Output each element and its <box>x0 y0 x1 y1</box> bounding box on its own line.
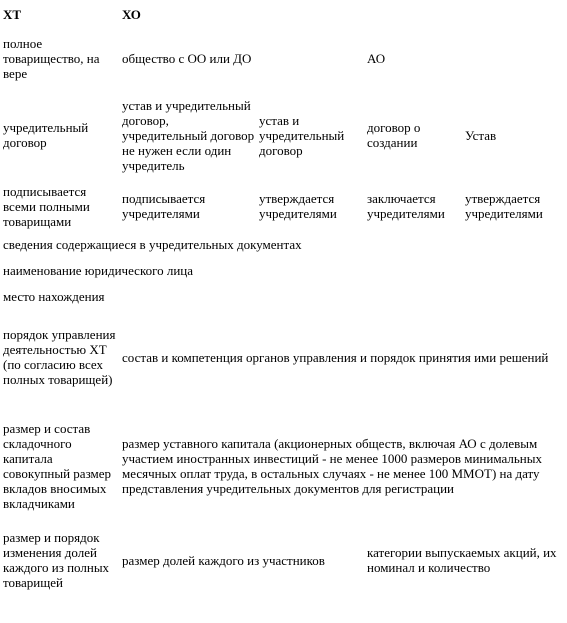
form-ht: полное товарищество, на вере <box>3 35 100 81</box>
shares-ht: размер и порядок изменения долей каждого из полных товарищей <box>3 530 110 590</box>
doc-ao-a: договор о создании <box>367 120 421 150</box>
doc-ht: учредительный договор <box>3 120 89 150</box>
location-row <box>2 284 565 308</box>
shares-ao: категории выпускаемых акций, их номинал и количество <box>367 545 557 575</box>
form-oo-do: общество с ОО или ДО <box>122 50 252 66</box>
doc-oo-do-a: устав и учредительный договор, учредительный договор не нужен если один учредитель <box>122 97 255 173</box>
name-row <box>2 258 565 282</box>
signing-row <box>2 182 565 230</box>
common-info: сведения содержащиеся в учредительных документах <box>3 236 302 252</box>
info-row <box>2 232 565 256</box>
sign-ao-b: утверждается учредителями <box>465 191 543 221</box>
mgmt-ht: порядок управления деятельностью ХТ (по согласию всех полных товарищей) <box>3 327 116 387</box>
founding-docs-row <box>2 90 565 180</box>
doc-ao-b: Устав <box>465 127 497 143</box>
forms-row <box>2 28 565 88</box>
header-ht: ХТ <box>3 6 22 22</box>
capital-row <box>2 406 565 526</box>
shares-row <box>2 528 565 592</box>
header-ho: ХО <box>122 6 141 22</box>
sign-ht: подписывается всеми полными товарищами <box>3 183 90 229</box>
capital-ho: размер уставного капитала (акционерных обществ, включая АО с долевым участием иностранных инвестиций - не менее 1000 размеров минимальных месячных оплат труда, в остальных случаях - не менее 100 ММОТ) на дату представления учредительных документов для регистрации <box>122 436 542 496</box>
sign-oo-do-a: подписывается учредителями <box>122 191 206 221</box>
shares-oo-do: размер долей каждого из участников <box>122 552 325 568</box>
common-location: место нахождения <box>3 288 105 304</box>
sign-oo-do-b: утверждается учредителями <box>259 191 337 221</box>
common-name: наименование юридического лица <box>3 262 194 278</box>
mgmt-ho: состав и компетенция органов управления и порядок принятия ими решений <box>122 349 549 365</box>
management-row <box>2 310 565 404</box>
header-row <box>2 2 565 26</box>
sign-ao-a: заключается учредителями <box>367 191 445 221</box>
doc-oo-do-b: устав и учредительный договор <box>259 112 345 158</box>
form-ao: АО <box>367 50 386 66</box>
capital-ht: размер и состав складочного капитала совокупный размер вкладов вносимых вкладчиками <box>3 421 112 511</box>
